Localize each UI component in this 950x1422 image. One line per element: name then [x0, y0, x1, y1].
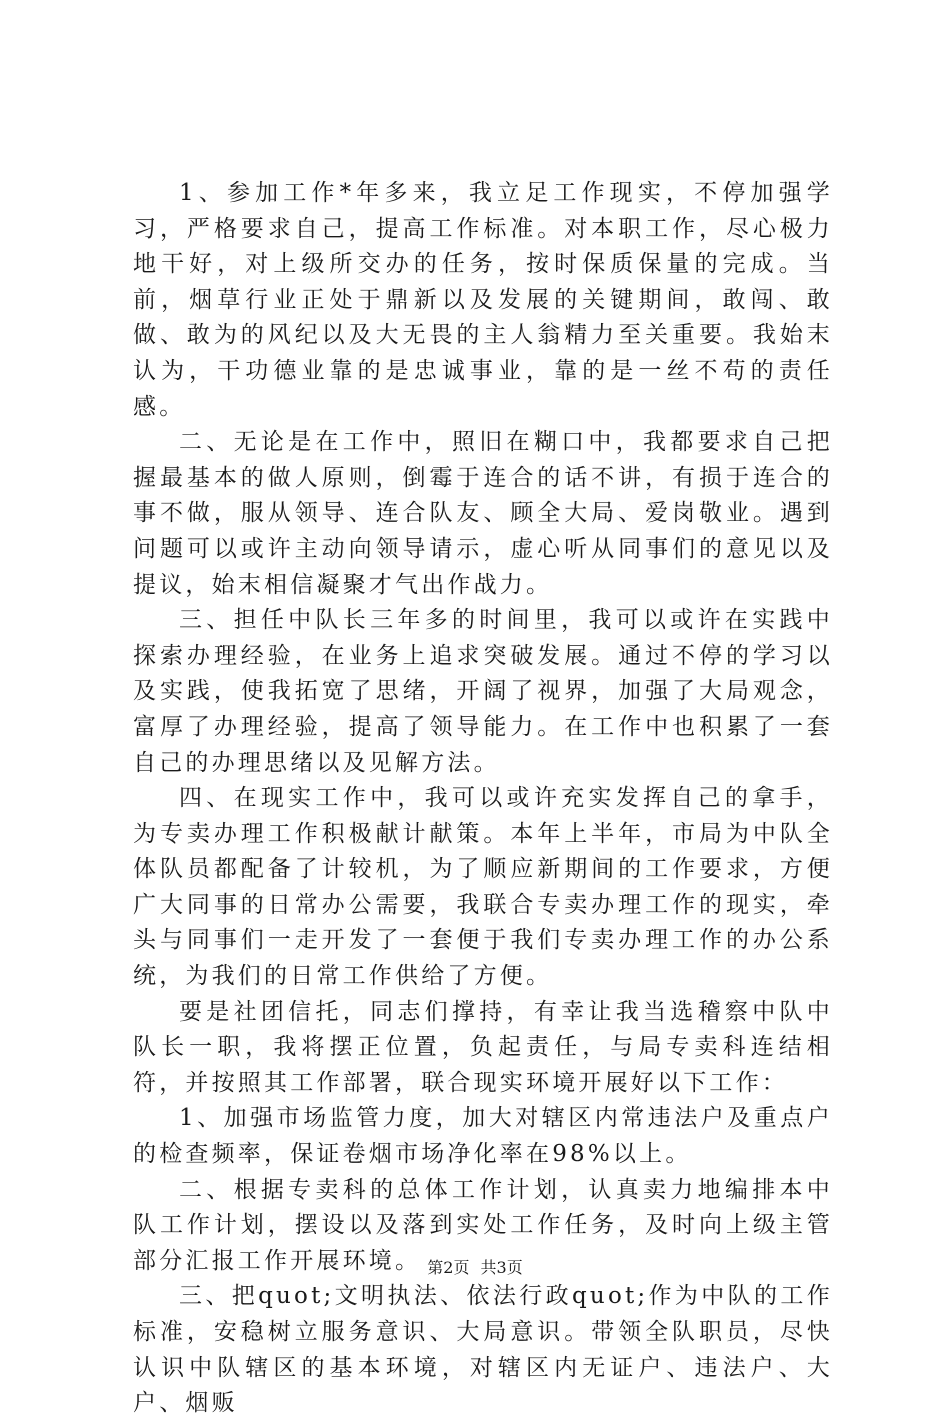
paragraph-3: 三、担任中队长三年多的时间里，我可以或许在实践中探索办理经验，在业务上追求突破发展。通过不停的学习以及实践，使我拓宽了思绪，开阔了视界，加强了大局观念，富厚了办理经验，提高了领导能力。在工作中也积累了一套自己的办理思绪以及见解方法。 [133, 607, 833, 776]
page-total: 共3页 [480, 1258, 523, 1277]
paragraph-8: 三、把quot;文明执法、依法行政quot;作为中队的工作标准，安稳树立服务意识、大局意识。带领全队职员，尽快认识中队辖区的基本环境，对辖区内无证户、违法户、大户、烟贩 [133, 1283, 833, 1417]
page-footer [0, 1255, 950, 1278]
paragraph-2: 二、无论是在工作中，照旧在糊口中，我都要求自己把握最基本的做人原则，倒霉于连合的话不讲，有损于连合的事不做，服从领导、连合队友、顾全大局、爱岗敬业。遇到问题可以或许主动向领导请示，虚心听从同事们的意见以及提议，始末相信凝聚才气出作战力。 [133, 429, 833, 598]
paragraph-5: 要是社团信托，同志们撑持，有幸让我当选稽察中队中队长一职，我将摆正位置，负起责任，与局专卖科连结相符，并按照其工作部署，联合现实环境开展好以下工作： [133, 998, 833, 1096]
paragraph-6: 1、加强市场监管力度，加大对辖区内常违法户及重点户的检查频率，保证卷烟市场净化率在98%以上。 [133, 1105, 833, 1168]
page-number: 第2页 [427, 1258, 470, 1277]
paragraph-1: 1、参加工作*年多来，我立足工作现实，不停加强学习，严格要求自己，提高工作标准。对本职工作，尽心极力地干好，对上级所交办的任务，按时保质保量的完成。当前，烟草行业正处于鼎新以及发展的关键期间，敢闯、敢做、敢为的风纪以及大无畏的主人翁精力至关重要。我始末认为，干功德业靠的是忠诚事业，靠的是一丝不苟的责任感。 [133, 180, 833, 420]
document-body [133, 176, 833, 1422]
paragraph-4: 四、在现实工作中，我可以或许充实发挥自己的拿手，为专卖办理工作积极献计献策。本年上半年，市局为中队全体队员都配备了计较机，为了顺应新期间的工作要求，方便广大同事的日常办公需要，我联合专卖办理工作的现实，牵头与同事们一走开发了一套便于我们专卖办理工作的办公系统，为我们的日常工作供给了方便。 [133, 785, 833, 990]
paragraph-7: 二、根据专卖科的总体工作计划，认真卖力地编排本中队工作计划，摆设以及落到实处工作任务，及时向上级主管部分汇报工作开展环境。 [133, 1176, 833, 1274]
